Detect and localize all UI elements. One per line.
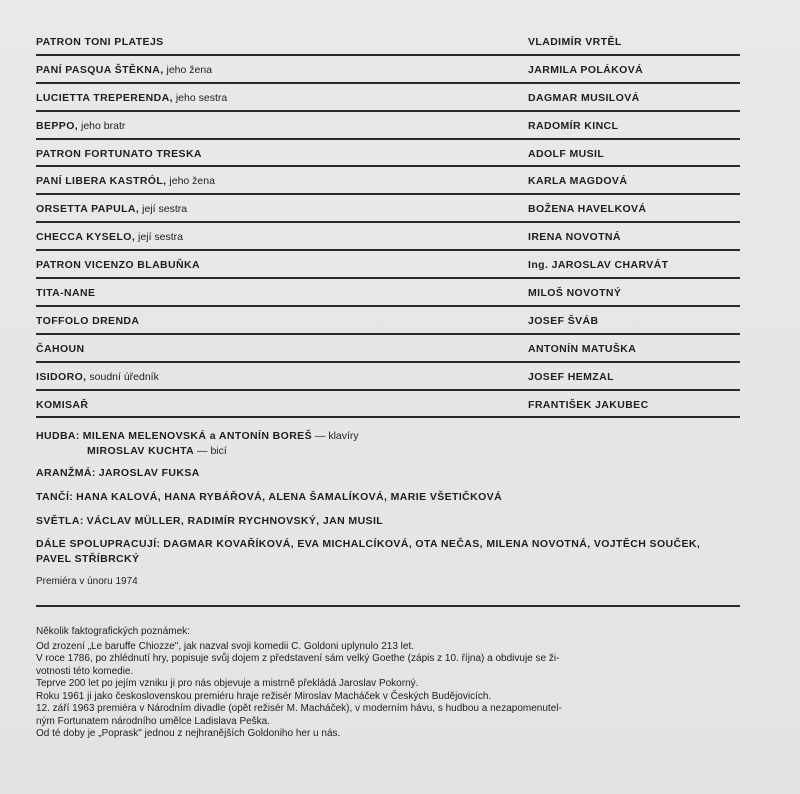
notes-line: Od té doby je „Poprask" jednou z nejhranějších Goldoniho her u nás.	[36, 728, 341, 739]
role-name: PATRON TONI PLATEJS	[36, 36, 164, 48]
role-label	[36, 148, 202, 160]
cast-row	[36, 251, 740, 279]
cast-row	[36, 140, 740, 168]
cooperation-names-2: PAVEL STŘÍBRCKÝ	[36, 553, 140, 565]
credits-section	[36, 430, 756, 590]
notes-line: votnosti této komedie.	[36, 665, 134, 677]
role-description: soudní úředník	[86, 370, 159, 383]
role-description: její sestra	[139, 203, 188, 216]
actor-name: JOSEF HEMZAL	[528, 370, 614, 383]
role-label	[36, 231, 183, 243]
cast-row	[36, 279, 740, 307]
actor-name: MILOŠ NOVOTNÝ	[528, 287, 622, 300]
role-description: jeho bratr	[78, 119, 126, 132]
role-description: jeho žena	[163, 63, 213, 76]
actor-name: ANTONÍN MATUŠKA	[528, 342, 637, 355]
actor-name: IRENA NOVOTNÁ	[528, 231, 621, 244]
actor-name: BOŽENA HAVELKOVÁ	[528, 203, 647, 216]
cast-row	[36, 28, 740, 56]
role-label	[36, 120, 125, 132]
role-label	[36, 259, 200, 271]
role-name: LUCIETTA TREPERENDA,	[36, 91, 173, 104]
cast-row	[36, 363, 740, 391]
notes-line: Od zrození „Le baruffe Chiozze", jak nazval svoji komedii C. Goldoni uplynulo 213 let.	[36, 640, 415, 652]
role-name: ČAHOUN	[36, 342, 85, 355]
role-name: ORSETTA PAPULA,	[36, 203, 140, 216]
role-label	[36, 399, 88, 411]
role-name: PANÍ PASQUA ŠTĚKNA,	[36, 63, 164, 76]
actor-name: KARLA MAGDOVÁ	[528, 175, 628, 188]
role-name: PATRON VICENZO BLABUŇKA	[36, 259, 200, 272]
music-credit	[36, 430, 359, 442]
notes-line: V roce 1786, po zhlédnutí hry, popisuje svůj dojem z představení sám velký Goethe (zápis z 10. října) a obdivuje se ži-	[36, 653, 560, 664]
notes-line: Roku 1961 ji jako československou premiéru hraje režisér Miroslav Macháček v Českých Budějovicích.	[36, 690, 492, 702]
actor-name: FRANTIŠEK JAKUBEC	[528, 398, 649, 411]
premiere-date: Premiéra v únoru 1974	[36, 576, 138, 587]
music-label: HUDBA:	[36, 430, 80, 442]
notes-heading: Několik faktografických poznámek:	[36, 626, 190, 637]
cast-row	[36, 195, 740, 223]
notes-section	[36, 626, 746, 741]
dance-label: TANČÍ:	[36, 491, 74, 503]
cooperation-credit-2	[36, 553, 139, 565]
cooperation-credit	[36, 538, 700, 550]
role-name: BEPPO,	[36, 119, 79, 132]
actor-name: RADOMÍR KINCL	[528, 119, 619, 132]
role-label	[36, 64, 212, 76]
notes-line: ným Fortunatem národního umělce Ladislava Peška.	[36, 715, 271, 727]
role-description: jeho sestra	[172, 91, 228, 104]
cooperation-names: DAGMAR KOVAŘÍKOVÁ, EVA MICHALCÍKOVÁ, OTA NEČAS, MILENA NOVOTNÁ, VOJTĚCH SOUČEK,	[163, 538, 701, 550]
notes-line: 12. září 1963 premiéra v Národním divadle (opět režisér M. Macháček), v moderním hávu, s hudbou a nezapomenutel-	[36, 703, 562, 714]
role-name: TITA-NANE	[36, 287, 96, 300]
music-names-2: MIROSLAV KUCHTA	[87, 445, 195, 457]
role-label	[36, 92, 227, 104]
cooperation-label: DÁLE SPOLUPRACUJÍ:	[36, 538, 161, 550]
music-names: MILENA MELENOVSKÁ a ANTONÍN BOREŠ	[82, 430, 312, 442]
arrangement-credit	[36, 467, 200, 479]
role-label	[36, 287, 95, 299]
role-name: PATRON FORTUNATO TRESKA	[36, 147, 202, 160]
cast-list	[36, 28, 740, 418]
music-credit-2	[87, 445, 227, 457]
dance-names: HANA KALOVÁ, HANA RYBÁŘOVÁ, ALENA ŠAMALÍKOVÁ, MARIE VŠETIČKOVÁ	[76, 491, 503, 503]
cast-row	[36, 56, 740, 84]
role-name: KOMISAŘ	[36, 398, 89, 411]
actor-name: ADOLF MUSIL	[528, 147, 605, 160]
cast-row	[36, 167, 740, 195]
role-label	[36, 36, 164, 48]
lights-names: VÁCLAV MÜLLER, RADIMÍR RYCHNOVSKÝ, JAN MUSIL	[86, 515, 384, 527]
divider	[36, 605, 740, 607]
cast-row	[36, 223, 740, 251]
cast-row	[36, 335, 740, 363]
cast-row	[36, 112, 740, 140]
cast-row	[36, 391, 740, 419]
music-role-2: — bicí	[194, 445, 227, 457]
actor-name: JOSEF ŠVÁB	[528, 314, 599, 327]
role-label	[36, 371, 159, 383]
role-label	[36, 343, 84, 355]
cast-row	[36, 84, 740, 112]
lights-credit	[36, 515, 383, 527]
actor-name: JARMILA POLÁKOVÁ	[528, 63, 644, 76]
role-name: ISIDORO,	[36, 370, 87, 383]
lights-label: SVĚTLA:	[36, 515, 84, 527]
arrangement-names: JAROSLAV FUKSA	[98, 467, 200, 479]
actor-name: Ing. JAROSLAV CHARVÁT	[528, 259, 669, 272]
actor-name: VLADIMÍR VRTĚL	[528, 36, 622, 48]
role-name: TOFFOLO DRENDA	[36, 314, 140, 327]
music-role: — klavíry	[311, 430, 359, 442]
role-description: jeho žena	[166, 175, 215, 188]
role-label	[36, 175, 215, 187]
actor-name: DAGMAR MUSILOVÁ	[528, 91, 640, 104]
cast-row	[36, 307, 740, 335]
role-description: její sestra	[135, 231, 183, 244]
role-name: CHECCA KYSELO,	[36, 231, 136, 244]
dance-credit	[36, 491, 502, 503]
role-label	[36, 315, 139, 327]
arrangement-label: ARANŽMÁ:	[36, 467, 96, 479]
notes-line: Teprve 200 let po jejím vzniku ji pro nás objevuje a mistrně překládá Jaroslav Pokorný.	[36, 678, 419, 689]
role-name: PANÍ LIBERA KASTRÓL,	[36, 175, 167, 188]
role-label	[36, 203, 187, 215]
